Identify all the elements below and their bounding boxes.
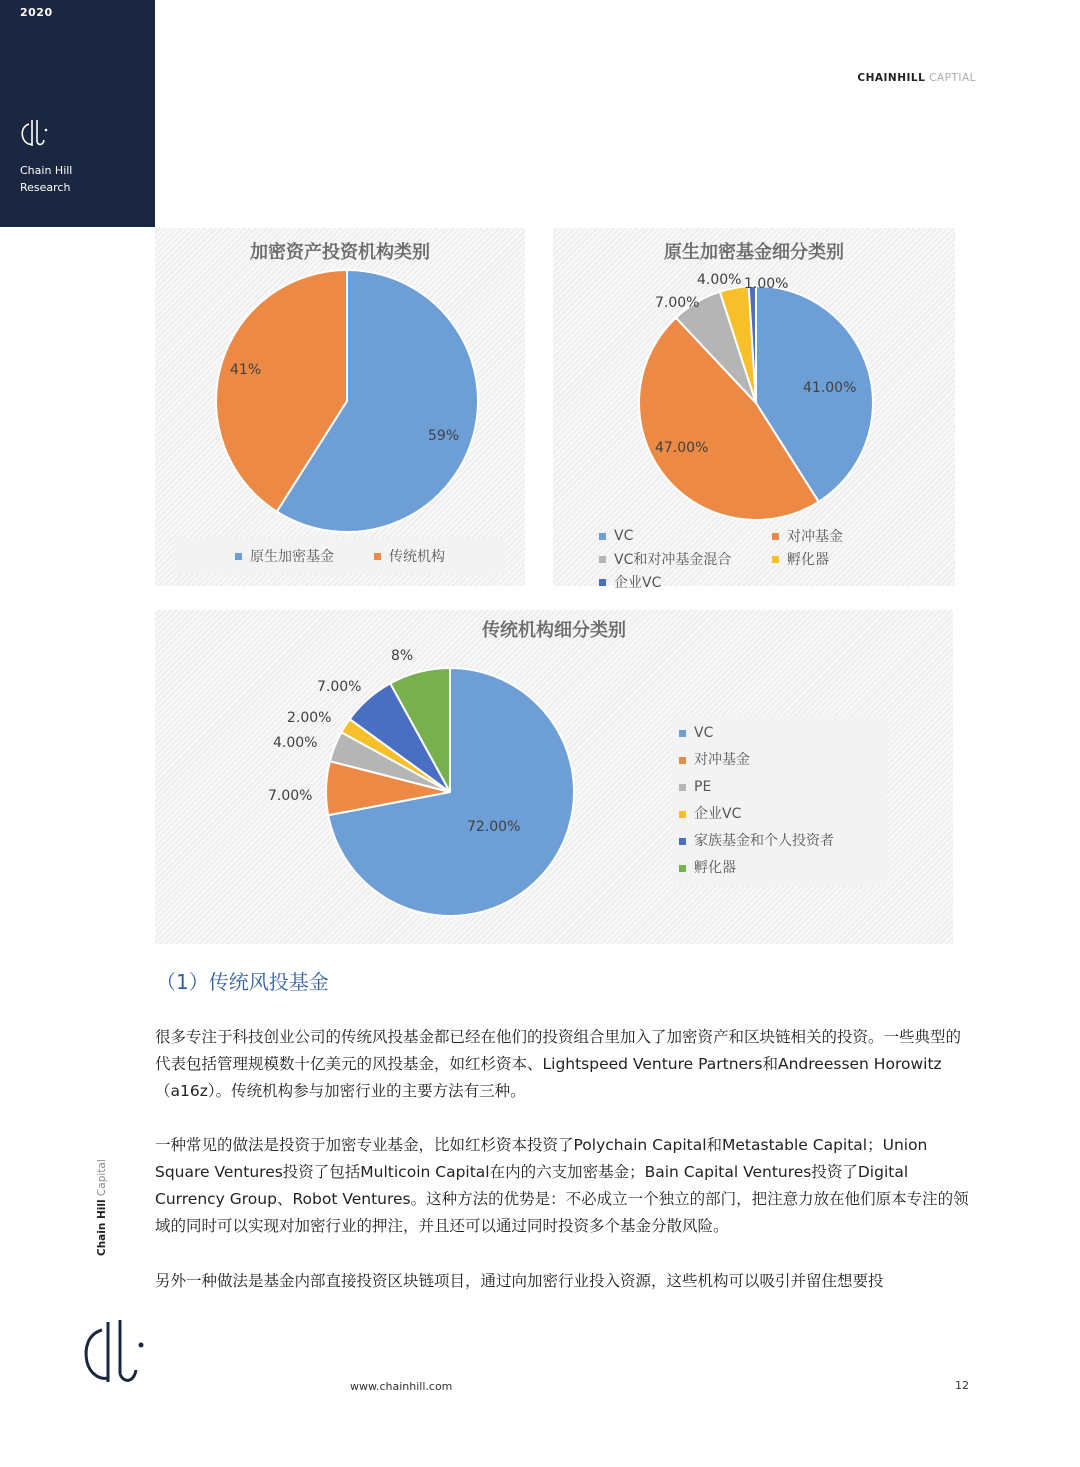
chart2-legend-item xyxy=(772,526,843,546)
chart-panel-traditional-breakdown xyxy=(155,610,953,944)
chart1-legend-native: 原生加密基金 xyxy=(250,549,334,565)
page-number: 12 xyxy=(955,1379,969,1392)
chart3-legend xyxy=(673,716,887,886)
section-title: （1）传统风投基金 xyxy=(156,970,329,994)
chart3-legend-item xyxy=(679,747,887,774)
chart2-label-incubator: 4.00% xyxy=(697,272,742,288)
chart2-legend-vc: VC xyxy=(614,528,634,544)
chart3-legend-corporate: 企业VC xyxy=(694,806,742,822)
brand-light: CAPTIAL xyxy=(925,72,976,84)
chart-panel-crypto-investor-types xyxy=(155,228,525,586)
chart3-title: 传统机构细分类别 xyxy=(482,620,626,641)
chart3-legend-item xyxy=(679,855,887,882)
footer-url-link[interactable]: www.chainhill.com xyxy=(350,1380,453,1393)
chart2-label-mixed: 7.00% xyxy=(655,295,700,311)
chart3-legend-item xyxy=(679,801,887,828)
brand-bold: CHAINHILL xyxy=(857,72,926,84)
chart2-label-hedge: 47.00% xyxy=(655,440,709,456)
paragraph-3: 另外一种做法是基金内部直接投资区块链项目，通过向加密行业投入资源，这些机构可以吸引并留住想要投 xyxy=(155,1272,884,1290)
chart3-legend-item xyxy=(679,720,887,747)
chart3-legend-vc: VC xyxy=(694,725,714,741)
year-label: 2020 xyxy=(20,6,53,19)
chain-hill-footer-logo-icon xyxy=(80,1318,150,1390)
chart3-label-vc: 72.00% xyxy=(467,819,521,835)
chart3-legend-pe: PE xyxy=(694,779,712,795)
chart2-legend-item xyxy=(599,572,661,592)
chart1-label-native: 59% xyxy=(428,428,460,444)
chart3-legend-item xyxy=(679,774,887,801)
chart1-legend-item xyxy=(235,546,334,566)
chart3-label-incubator: 8% xyxy=(391,648,414,664)
side-brand-light: Capital xyxy=(96,1159,108,1200)
chart1-legend-traditional: 传统机构 xyxy=(389,549,445,565)
side-brand-text xyxy=(96,1159,108,1256)
side-brand-bold: Chain Hill xyxy=(96,1199,108,1256)
chart3-legend-item xyxy=(679,828,887,855)
chart2-legend-item xyxy=(599,549,772,569)
research-name-line1: Chain Hill xyxy=(20,164,73,177)
chart1-legend-item xyxy=(374,546,445,566)
chart2-legend-corporate: 企业VC xyxy=(614,575,662,591)
chart3-label-pe: 4.00% xyxy=(273,735,318,751)
chart1-title: 加密资产投资机构类别 xyxy=(250,242,430,263)
chart2-title: 原生加密基金细分类别 xyxy=(664,242,844,263)
chart3-label-corporate: 2.00% xyxy=(287,710,332,726)
research-name-line2: Research xyxy=(20,181,71,194)
chart2-legend-mixed: VC和对冲基金混合 xyxy=(614,552,732,568)
chart2-legend-incubator: 孵化器 xyxy=(787,552,829,568)
brand-header xyxy=(857,72,976,84)
chart1-label-traditional: 41% xyxy=(230,362,262,378)
chart1-pie xyxy=(155,228,525,586)
chart3-label-family: 7.00% xyxy=(317,679,362,695)
chart3-legend-family: 家族基金和个人投资者 xyxy=(694,833,834,849)
paragraph-1: 很多专注于科技创业公司的传统风投基金都已经在他们的投资组合里加入了加密资产和区块链相关的投资。一些典型的代表包括管理规模数十亿美元的风投基金，如红杉资本、Lightspeed Venture Partners和Andreessen Horowitz（a16z）。传统机构参与加密行业的主要方法有三种。 xyxy=(155,1028,962,1100)
cover-corner-block xyxy=(0,0,155,227)
paragraph-2: 一种常见的做法是投资于加密专业基金，比如红杉资本投资了Polychain Capital和Metastable Capital；Union Square Ventures投资了包括Multicoin Capital在内的六支加密基金；Bain Capital Ventures投资了Digital Currency Group、Robot Ventures。这种方法的优势是：不必成立一个独立的部门，把注意力放在他们原本专注的领域的同时可以实现对加密行业的押注，并且还可以通过同时投资多个基金分散风险。 xyxy=(155,1136,969,1235)
chart3-legend-incubator: 孵化器 xyxy=(694,860,736,876)
chart2-legend-item xyxy=(772,549,829,569)
chart2-legend xyxy=(599,526,939,592)
research-name xyxy=(20,162,72,196)
chart1-legend xyxy=(175,538,505,574)
chart2-legend-hedge: 对冲基金 xyxy=(787,529,843,545)
chart2-label-vc: 41.00% xyxy=(803,380,857,396)
chart3-label-hedge: 7.00% xyxy=(268,788,313,804)
chart2-legend-item xyxy=(599,526,772,546)
chart3-legend-hedge: 对冲基金 xyxy=(694,752,750,768)
chain-hill-logo-icon xyxy=(20,118,50,150)
chart-panel-native-fund-breakdown xyxy=(553,228,955,591)
chart2-label-corporate: 1.00% xyxy=(744,276,789,292)
